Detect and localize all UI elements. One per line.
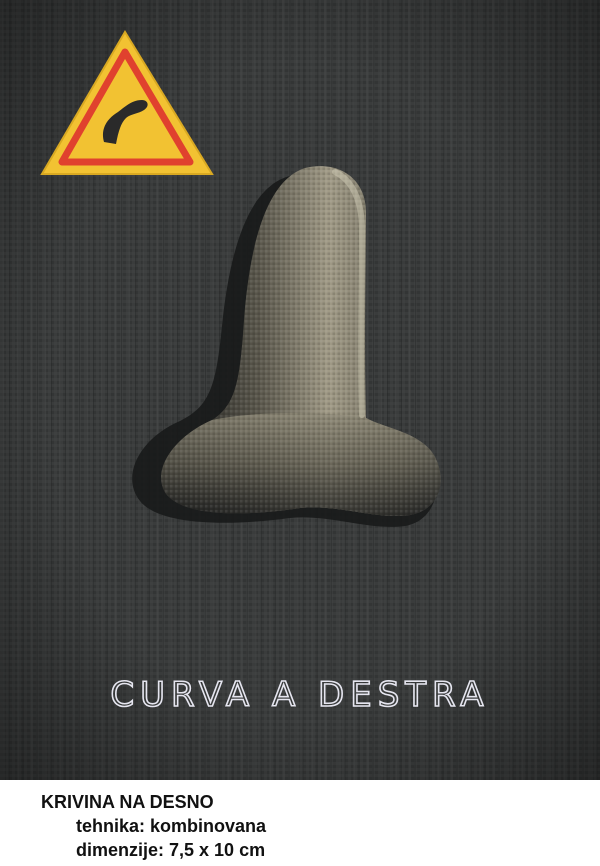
- artwork-technique: tehnika: kombinovana: [76, 816, 267, 836]
- artwork-dimensions: dimenzije: 7,5 x 10 cm: [76, 840, 266, 860]
- painted-text: CURVA A DESTRA: [110, 675, 490, 715]
- caption: [0, 780, 600, 866]
- artwork-title: KRIVINA NA DESNO: [41, 792, 214, 812]
